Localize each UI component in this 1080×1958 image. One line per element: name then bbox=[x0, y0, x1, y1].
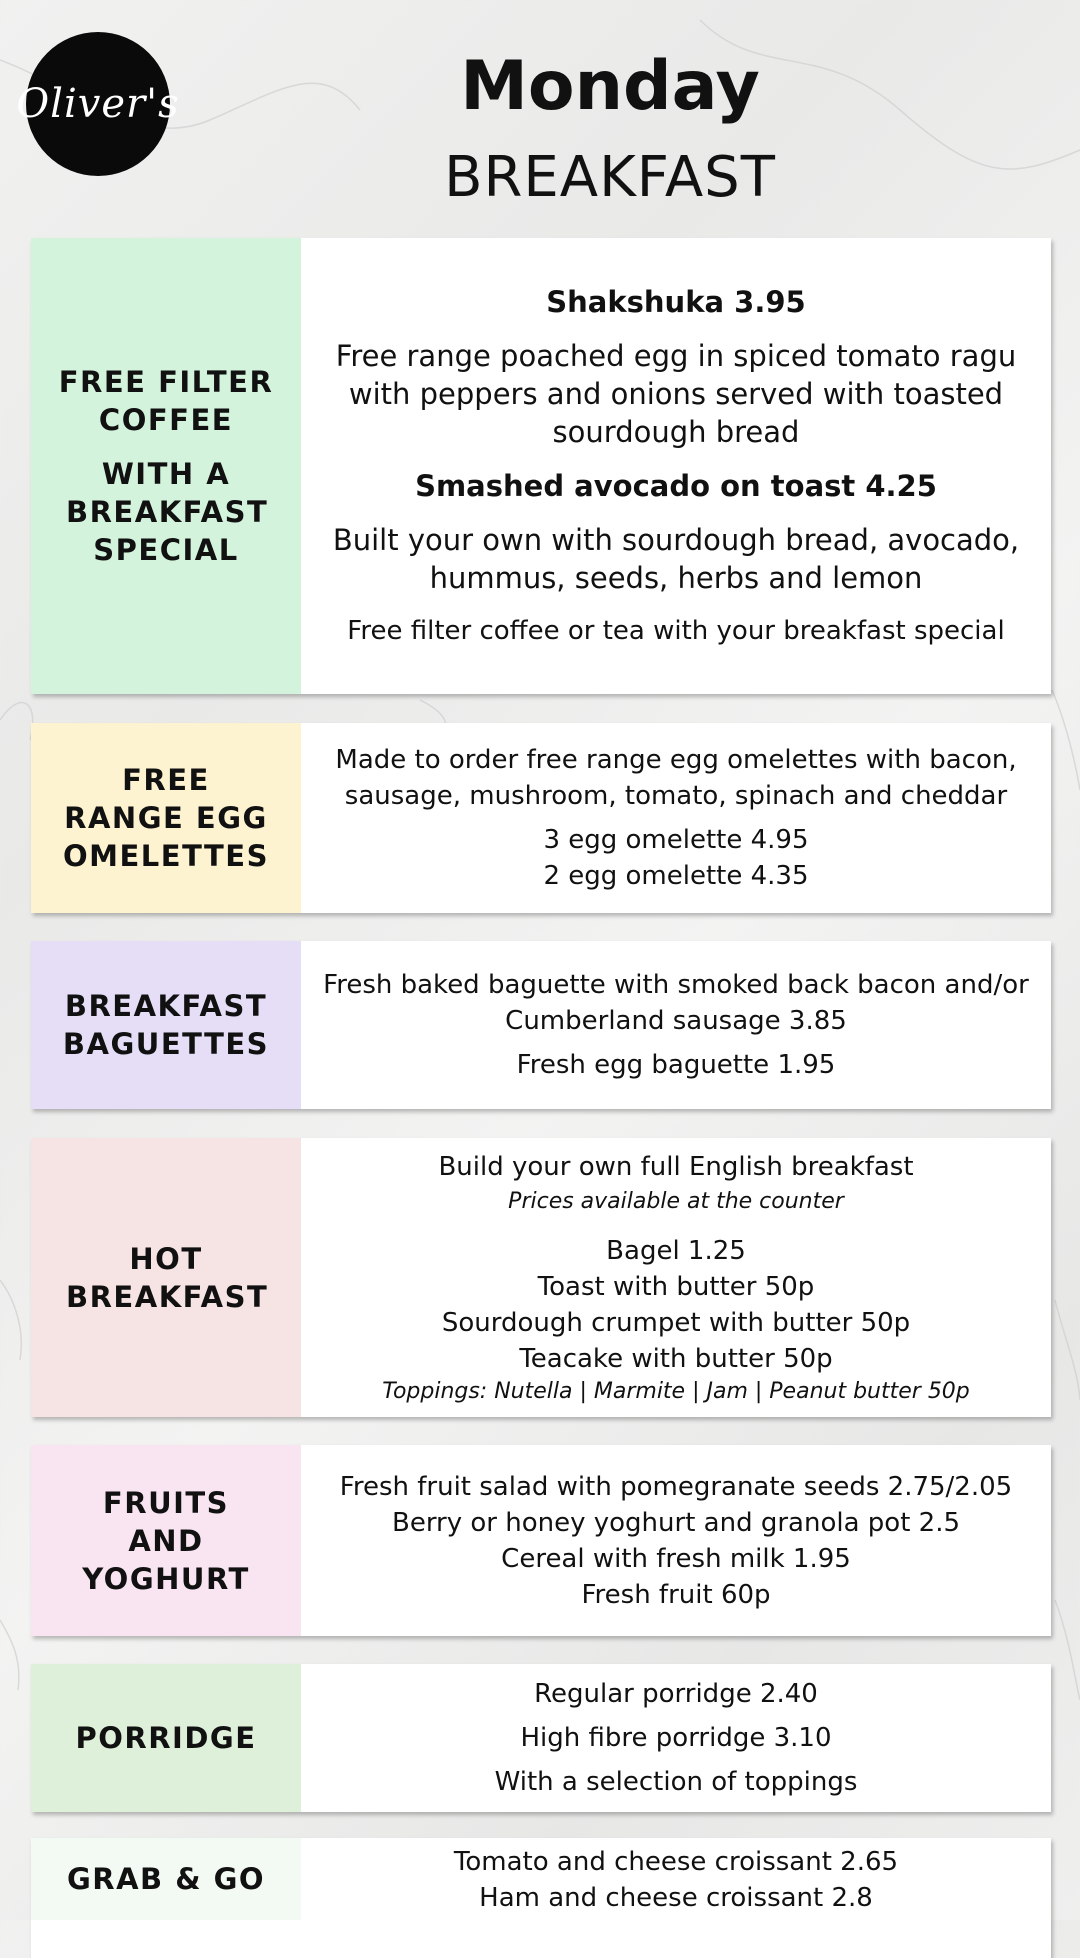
section-content-hot bbox=[301, 1138, 1051, 1417]
hot-toppings: Toppings: Nutella | Marmite | Jam | Peanut butter 50p bbox=[382, 1378, 970, 1404]
label-fruits-and-yoghurt: FRUITS AND YOGHURT bbox=[82, 1485, 250, 1596]
section-content-omelettes bbox=[301, 723, 1051, 913]
section-content-baguettes bbox=[301, 941, 1051, 1109]
hot-crumpet: Sourdough crumpet with butter 50p bbox=[441, 1307, 911, 1338]
hot-prices-note: Prices available at the counter bbox=[508, 1188, 844, 1214]
fresh-fruit: Fresh fruit 60p bbox=[581, 1579, 771, 1610]
section-content-special bbox=[301, 238, 1051, 694]
section-label-grab bbox=[31, 1838, 301, 1920]
section-label-special bbox=[31, 238, 301, 694]
section-content-porridge bbox=[301, 1664, 1051, 1812]
section-omelettes bbox=[31, 723, 1051, 913]
tomato-cheese-croissant: Tomato and cheese croissant 2.65 bbox=[453, 1847, 899, 1877]
omelette-desc: Made to order free range egg omelettes with bacon, sausage, mushroom, tomato, spinach and cheddar bbox=[335, 745, 1017, 811]
section-content-fruits bbox=[301, 1445, 1051, 1636]
section-label-baguettes bbox=[31, 941, 301, 1109]
label-hot-breakfast: HOT BREAKFAST bbox=[66, 1241, 269, 1314]
oliver-logo: Oliver's bbox=[26, 32, 170, 176]
fruit-salad: Fresh fruit salad with pomegranate seeds 2.75/2.05 bbox=[339, 1471, 1013, 1502]
label-with-breakfast-special: WITH A BREAKFAST SPECIAL bbox=[66, 457, 269, 567]
hot-teacake: Teacake with butter 50p bbox=[519, 1343, 833, 1374]
section-hot-breakfast bbox=[31, 1138, 1051, 1417]
label-grab-and-go: GRAB & GO bbox=[66, 1862, 266, 1896]
special-note: Free filter coffee or tea with your breakfast special bbox=[347, 616, 1005, 646]
section-content-grab bbox=[301, 1838, 1051, 1916]
omelette-3-egg: 3 egg omelette 4.95 bbox=[543, 825, 809, 855]
section-baguettes bbox=[31, 941, 1051, 1109]
baguette-bacon-sausage: Fresh baked baguette with smoked back bacon and/or Cumberland sausage 3.85 bbox=[323, 970, 1029, 1036]
label-free-filter-coffee: FREE FILTER COFFEE bbox=[58, 365, 274, 437]
label-breakfast-baguettes: BREAKFAST BAGUETTES bbox=[62, 989, 270, 1061]
yoghurt-granola: Berry or honey yoghurt and granola pot 2.5 bbox=[391, 1507, 960, 1538]
ham-cheese-croissant: Ham and cheese croissant 2.8 bbox=[479, 1883, 873, 1913]
baguette-egg: Fresh egg baguette 1.95 bbox=[516, 1050, 836, 1080]
day-title: Monday bbox=[460, 47, 760, 126]
section-label-omelettes bbox=[31, 723, 301, 913]
section-label-hot bbox=[31, 1138, 301, 1417]
section-fruits-yoghurt bbox=[31, 1445, 1051, 1636]
section-porridge bbox=[31, 1664, 1051, 1812]
hot-bagel: Bagel 1.25 bbox=[606, 1235, 746, 1266]
item-shakshuka-desc: Free range poached egg in spiced tomato ragu with peppers and onions served with toasted sourdough bread bbox=[335, 339, 1017, 449]
section-label-porridge bbox=[31, 1664, 301, 1812]
porridge-high-fibre: High fibre porridge 3.10 bbox=[520, 1723, 832, 1753]
porridge-regular: Regular porridge 2.40 bbox=[534, 1679, 818, 1709]
cereal-milk: Cereal with fresh milk 1.95 bbox=[501, 1543, 851, 1574]
item-avocado-title: Smashed avocado on toast 4.25 bbox=[415, 469, 937, 503]
section-label-fruits bbox=[31, 1445, 301, 1636]
label-free-range-egg-omelettes: FREE RANGE EGG OMELETTES bbox=[62, 763, 270, 873]
meal-title: BREAKFAST bbox=[444, 145, 776, 210]
section-breakfast-special bbox=[31, 238, 1051, 694]
omelette-2-egg: 2 egg omelette 4.35 bbox=[543, 861, 809, 891]
hot-full-english: Build your own full English breakfast bbox=[438, 1151, 914, 1182]
section-grab-go bbox=[31, 1838, 1051, 1958]
label-porridge: PORRIDGE bbox=[75, 1721, 257, 1755]
item-shakshuka-title: Shakshuka 3.95 bbox=[546, 285, 806, 319]
item-avocado-desc: Built your own with sourdough bread, avocado, hummus, seeds, herbs and lemon bbox=[332, 523, 1020, 595]
hot-toast: Toast with butter 50p bbox=[537, 1271, 815, 1302]
porridge-toppings: With a selection of toppings bbox=[494, 1767, 858, 1797]
